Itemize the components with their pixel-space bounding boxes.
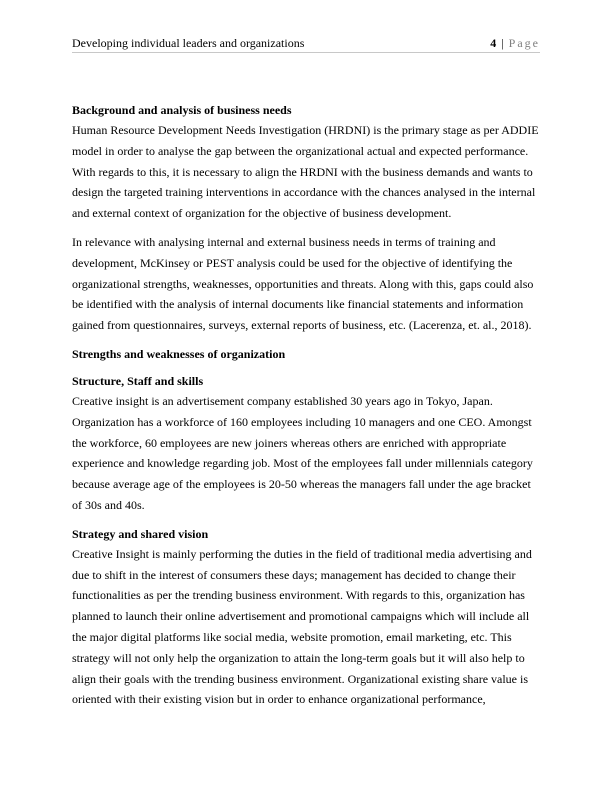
section-heading-strategy: Strategy and shared vision — [72, 526, 209, 541]
page-separator: | — [501, 36, 504, 50]
section-heading-background: Background and analysis of business needs — [72, 103, 292, 117]
paragraph-background-2: In relevance with analysing internal and external business needs in terms of training and development, McKinsey or PEST analysis could be used for the objective of identifying the organizational strengths, weaknesses, opportunities and threats. Along with this, gaps could also be identified with the analysis of internal documents like financial statements and information gained from questionnaires, surveys, external reports of business, etc. (Lacerenza, et. al., 2018). — [72, 234, 534, 333]
page-word: Page — [508, 36, 540, 50]
paragraph-background-1: Human Resource Development Needs Investigation (HRDNI) is the primary stage as per ADDIE model in order to analyse the gap between the organizational actual and expected performance. With regards to this, it is necessary to align the HRDNI with the business demands and wants to design the targeted training interventions in accordance with the chances analysed in the internal and external context of organization for the objective of business development. — [72, 123, 539, 221]
paragraph-strategy: Creative Insight is mainly performing the duties in the field of traditional media advertising and due to shift in the interest of consumers these days; management has decided to change their functionalities as per the trending business environment. With regards to this, organization has planned to launch their online advertisement and promotional campaigns which will include all the major digital platforms like social media, website promotion, email marketing, etc. This strategy will not only help the organization to attain the long-term goals but it will also help to align their goals with the trending business environment. Organizational existing share value is oriented with their existing vision but in order to enhance organizational performance, — [72, 546, 532, 707]
document-body — [72, 100, 540, 718]
page-number: 4 — [490, 36, 497, 50]
spacer — [72, 364, 540, 371]
page-indicator — [490, 36, 540, 51]
section-heading-structure: Structure, Staff and skills — [72, 373, 204, 388]
paragraph-structure: Creative insight is an advertisement company established 30 years ago in Tokyo, Japan. Organization has a workforce of 160 employees including 10 managers and one CEO. Amongst the workforce, 60 employees are new joiners whereas others are enriched with appropriate experience and knowledge regarding job. Most of the employees fall under millennials category because average age of the employees is 20-50 whereas the managers fall under the age bracket of 30s and 40s. — [72, 393, 533, 512]
page-header — [72, 34, 540, 53]
section-heading-strengths: Strengths and weaknesses of organization — [72, 346, 286, 361]
header-title: Developing individual leaders and organizations — [72, 36, 305, 50]
